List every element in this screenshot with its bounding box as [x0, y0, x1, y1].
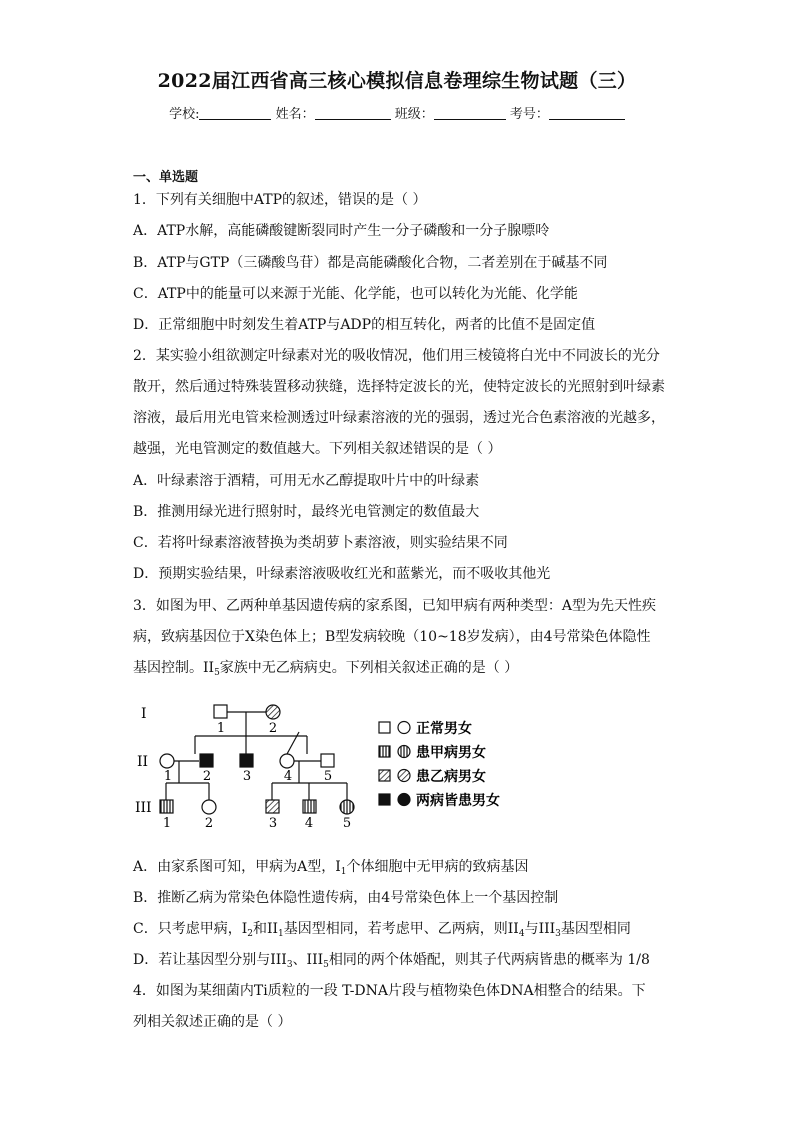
pedigree-chart: [133, 698, 533, 843]
num-III2: 2: [204, 816, 214, 831]
name-blank[interactable]: [315, 105, 391, 120]
q1-option-a: A．ATP水解，高能磷酸键断裂同时产生一分子磷酸和一分子腺嘌呤: [133, 223, 550, 239]
num-III4: 4: [304, 816, 314, 831]
legend-yi-label: 患乙病男女: [416, 769, 486, 785]
pedigree-II4-normal-female: [280, 754, 294, 768]
q2-stem-line-1: 2．某实验小组欲测定叶绿素对光的吸收情况，他们用三棱镜将白光中不同波长的光分: [133, 348, 660, 364]
q2-option-d: D．预期实验结果，叶绿素溶液吸收红光和蓝紫光，而不吸收其他光: [133, 566, 551, 582]
num-I1: 1: [216, 721, 226, 736]
num-III5: 5: [342, 816, 352, 831]
legend-normal-label: 正常男女: [416, 721, 472, 737]
q3-option-a: A．由家系图可知，甲病为A型，$I_1$个体细胞中无甲病的致病基因: [133, 859, 529, 877]
q2-option-a: A．叶绿素溶于酒精，可用无水乙醇提取叶片中的叶绿素: [133, 473, 480, 489]
pedigree-I1-normal-male: [214, 705, 227, 718]
legend-jia-label: 患甲病男女: [416, 745, 486, 761]
q2-stem-line-3: 溶液，最后用光电管来检测透过叶绿素溶液的光的强弱，透过光合色素溶液的光越多，: [133, 410, 665, 426]
pedigree-III2-normal-female: [202, 800, 216, 814]
gen-label-I: I: [141, 706, 147, 722]
q2-stem-line-4: 越强，光电管测定的数值越大。下列相关叙述错误的是（ ）: [133, 441, 502, 457]
pedigree-II5-normal-male: [321, 754, 334, 767]
pedigree-II3-both-male: [240, 754, 253, 767]
class-blank[interactable]: [434, 105, 506, 120]
num-III3: 3: [268, 816, 278, 831]
school-label: 学校:: [169, 107, 200, 122]
pedigree-III1-jia-male: [160, 800, 173, 813]
legend-both-label: 两病皆患男女: [416, 793, 500, 809]
pedigree-III3-yi-male: [266, 800, 279, 813]
school-blank[interactable]: [199, 105, 271, 120]
pedigree-I2-yi-female: [266, 705, 280, 719]
pedigree-III5-jia-female: [340, 800, 354, 814]
q3-stem-line-3: 基因控制。$II_5$家族中无乙病病史。下列相关叙述正确的是（ ）: [133, 660, 519, 678]
q2-stem-line-2: 散开，然后通过特殊装置移动狭缝，选择特定波长的光，使特定波长的光照射到叶绿素: [133, 379, 665, 395]
q3-option-d: D．若让基因型分别与$III_3$、$III_5$相同的两个体婚配，则其子代两病皆患的概率为 1/8: [133, 952, 650, 970]
num-II1: 1: [163, 769, 173, 784]
section-heading: 一、单选题: [133, 170, 199, 185]
q4-stem-line-2: 列相关叙述正确的是（ ）: [133, 1014, 292, 1030]
num-III1: 1: [162, 816, 172, 831]
pedigree-III4-jia-male: [303, 800, 316, 813]
class-label: 班级：: [394, 107, 434, 122]
exam-number-label: 考号：: [509, 107, 549, 122]
pedigree-legend: [379, 720, 500, 809]
num-II2: 2: [202, 769, 212, 784]
q2-option-b: B．推测用绿光进行照射时，最终光电管测定的数值最大: [133, 504, 480, 520]
pedigree-figure: [133, 698, 533, 843]
pedigree-II1-normal-female: [160, 754, 174, 768]
num-II4: 4: [283, 769, 293, 784]
name-label: 姓名：: [275, 107, 315, 122]
page-title: 2022届江西省高三核心模拟信息卷理综生物试题（三）: [157, 70, 637, 92]
q3-stem-line-1: 3．如图为甲、乙两种单基因遗传病的家系图，已知甲病有两种类型：A型为先天性疾: [133, 598, 657, 614]
q3-stem-line-2: 病，致病基因位于X染色体上；B型发病较晚（10~18岁发病），由4号常染色体隐性: [133, 629, 651, 645]
num-II5: 5: [323, 769, 333, 784]
q1-stem: 1．下列有关细胞中ATP的叙述，错误的是（ ）: [133, 192, 427, 208]
num-II3: 3: [242, 769, 252, 784]
q1-option-c: C．ATP中的能量可以来源于光能、化学能，也可以转化为光能、化学能: [133, 286, 578, 302]
q1-option-b: B．ATP与GTP（三磷酸鸟苷）都是高能磷酸化合物，二者差别在于碱基不同: [133, 255, 608, 271]
q3-option-b: B．推断乙病为常染色体隐性遗传病，由4号常染色体上一个基因控制: [133, 890, 559, 906]
q4-stem-line-1: 4．如图为某细菌内Ti质粒的一段 T-DNA片段与植物染色体DNA相整合的结果。下: [133, 983, 646, 999]
exam-number-blank[interactable]: [549, 105, 625, 120]
student-info-line: [0, 103, 794, 122]
q2-option-c: C．若将叶绿素溶液替换为类胡萝卜素溶液，则实验结果不同: [133, 535, 508, 551]
q3-option-c: C．只考虑甲病，$I_2$和$II_1$基因型相同，若考虑甲、乙两病，则$II_4$与$III_3$基因型相同: [133, 921, 631, 939]
gen-label-III: III: [135, 800, 152, 816]
gen-label-II: II: [137, 754, 149, 770]
pedigree-II2-both-male: [200, 754, 213, 767]
q1-option-d: D．正常细胞中时刻发生着ATP与ADP的相互转化，两者的比值不是固定值: [133, 317, 596, 333]
num-I2: 2: [268, 721, 278, 736]
